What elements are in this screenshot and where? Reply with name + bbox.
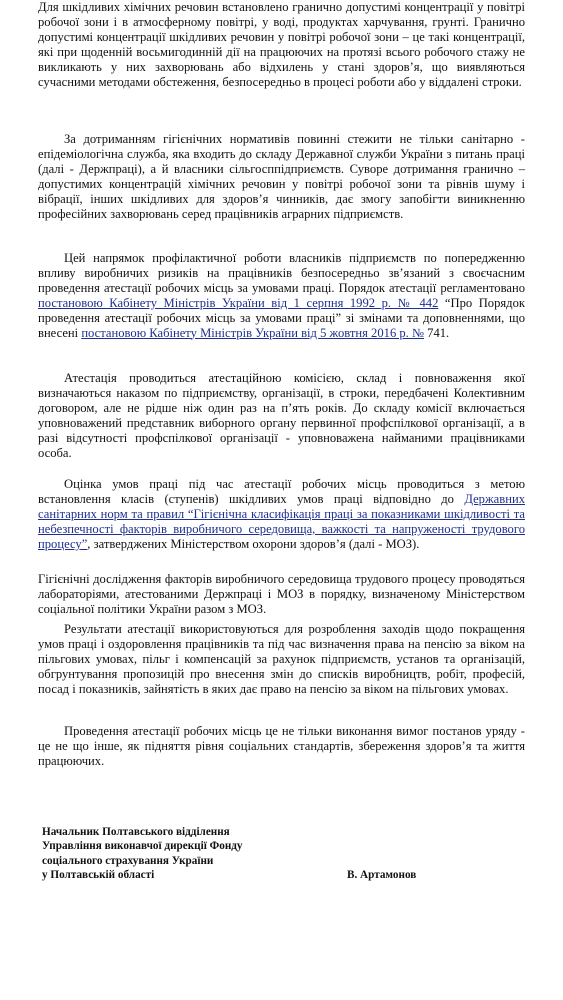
signature-block (42, 825, 243, 883)
link-cabinet-resolution-442[interactable]: постановою Кабінету Міністрів України від 1 серпня 1992 р. № 442 (38, 295, 439, 310)
assessment-text-1: Оцінка умов праці під час атестації робочих місць проводиться з метою встановлення класів (ступенів) шкідливих умов праці відповідно до (38, 477, 525, 506)
attestation-regulation-text-3: 741. (424, 325, 450, 340)
paragraph-hygiene-research: Гігієнічні дослідження факторів виробничого середовища трудового процесу проводяться лабораторіями, атестованими Держпраці і МОЗ в порядку, визначеному Міністерством соціальної політики України разом з МОЗ. (38, 572, 525, 616)
signature-name: В. Артамонов (347, 869, 417, 881)
signature-title-line-2: Управління виконавчої дирекції Фонду (42, 840, 243, 853)
signature-title-line-3: соціального страхування України (42, 854, 214, 867)
paragraph-attestation-regulation (38, 251, 525, 340)
signature-title-line-4: у Полтавській області (42, 869, 155, 882)
attestation-regulation-text-2: “Про Порядок проведення атестації робочих місць за умовами праці” зі змінами та доповненнями, що внесені (38, 295, 525, 340)
attestation-regulation-text-1: Цей напрямок профілактичної роботи власників підприємств по попередженню впливу виробничих ризиків на працівників безпосередньо зв’язаний з своєчасним проведення атестації робочих місць за умовами праці. Порядок атестації регламентовано (38, 251, 525, 295)
link-sanitary-norms[interactable]: Державних санітарних норм та правил “Гігієнічна класифікація праці за показниками шкідливості та небезпечності факторів виробничого середовища, важкості та напруженості трудового процесу” (38, 491, 525, 551)
paragraph-working-conditions-assessment (38, 477, 525, 552)
paragraph-conclusion: Проведення атестації робочих місць це не тільки виконання вимог постанов уряду - це не що інше, як підняття рівня соціальних стандартів, збереження здоров’я та життя працюючих. (38, 724, 525, 768)
link-cabinet-resolution-741[interactable]: постановою Кабінету Міністрів України від 5 жовтня 2016 р. № (81, 325, 424, 340)
paragraph-attestation-results: Результати атестації використовуються для розроблення заходів щодо покращення умов праці і оздоровлення працівників та під час визначення права на пенсію за віком на пільгових умовах, пільг і компенсацій за рахунок підприємств, установ та організацій, обгрунтування пропозицій про внесення змін до списків виробництв, робіт, професій, посад і показників, зайнятість в яких дає право на пенсію за віком на пільгових умовах. (38, 622, 525, 696)
paragraph-hygiene-supervision: За дотриманням гігієнічних нормативів повинні стежити не тільки санітарно - епідеміологічна служба, яка входить до складу Державної служби України з питань праці (далі - Держпраці), а й власники сільгосппідприємств. Суворе дотримання гранично – допустимих концентрацій хімічних речовин у повітрі робочої зони та рівнів шуму і вібрації, інших шкідливих для здоров’я чинників, дає змогу запобігти виникненню професійних захворювань серед працівників аграрних підприємств. (38, 132, 525, 221)
signature-title-line-1: Начальник Полтавського відділення (42, 826, 230, 838)
paragraph-attestation-commission: Атестація проводиться атестаційною комісією, склад і повноваження якої визначаються наказом по підприємству, організації, в строки, передбачені Колективним договором, але не рідше ніж один раз на п’ять років. До складу комісії включається уповноважений представник виборного органу первинної профспілкової організації, а в разі відсутності профспілкової організації - уповноважена найманими працівниками особа. (38, 371, 525, 460)
paragraph-mpc-definition: Для шкідливих хімічних речовин встановлено гранично допустимі концентрації у повітрі робочої зони і в атмосферному повітрі, у воді, продуктах харчування, грунті. Гранично допустимі концентрації шкідливих речовин у повітрі робочої зони – це такі концентрації, які при щоденній восьмигодинній дії на працюючих на протязі всього робочого стажу не викликають у них захворювань або відхилень у стані здоров’я, що виявляються сучасними методами обстеження, безпосередньо в процесі роботи або у віддалені строки. (38, 0, 525, 89)
assessment-text-2: , затверджених Міністерством охорони здоров’я (далі - МОЗ). (87, 536, 420, 551)
